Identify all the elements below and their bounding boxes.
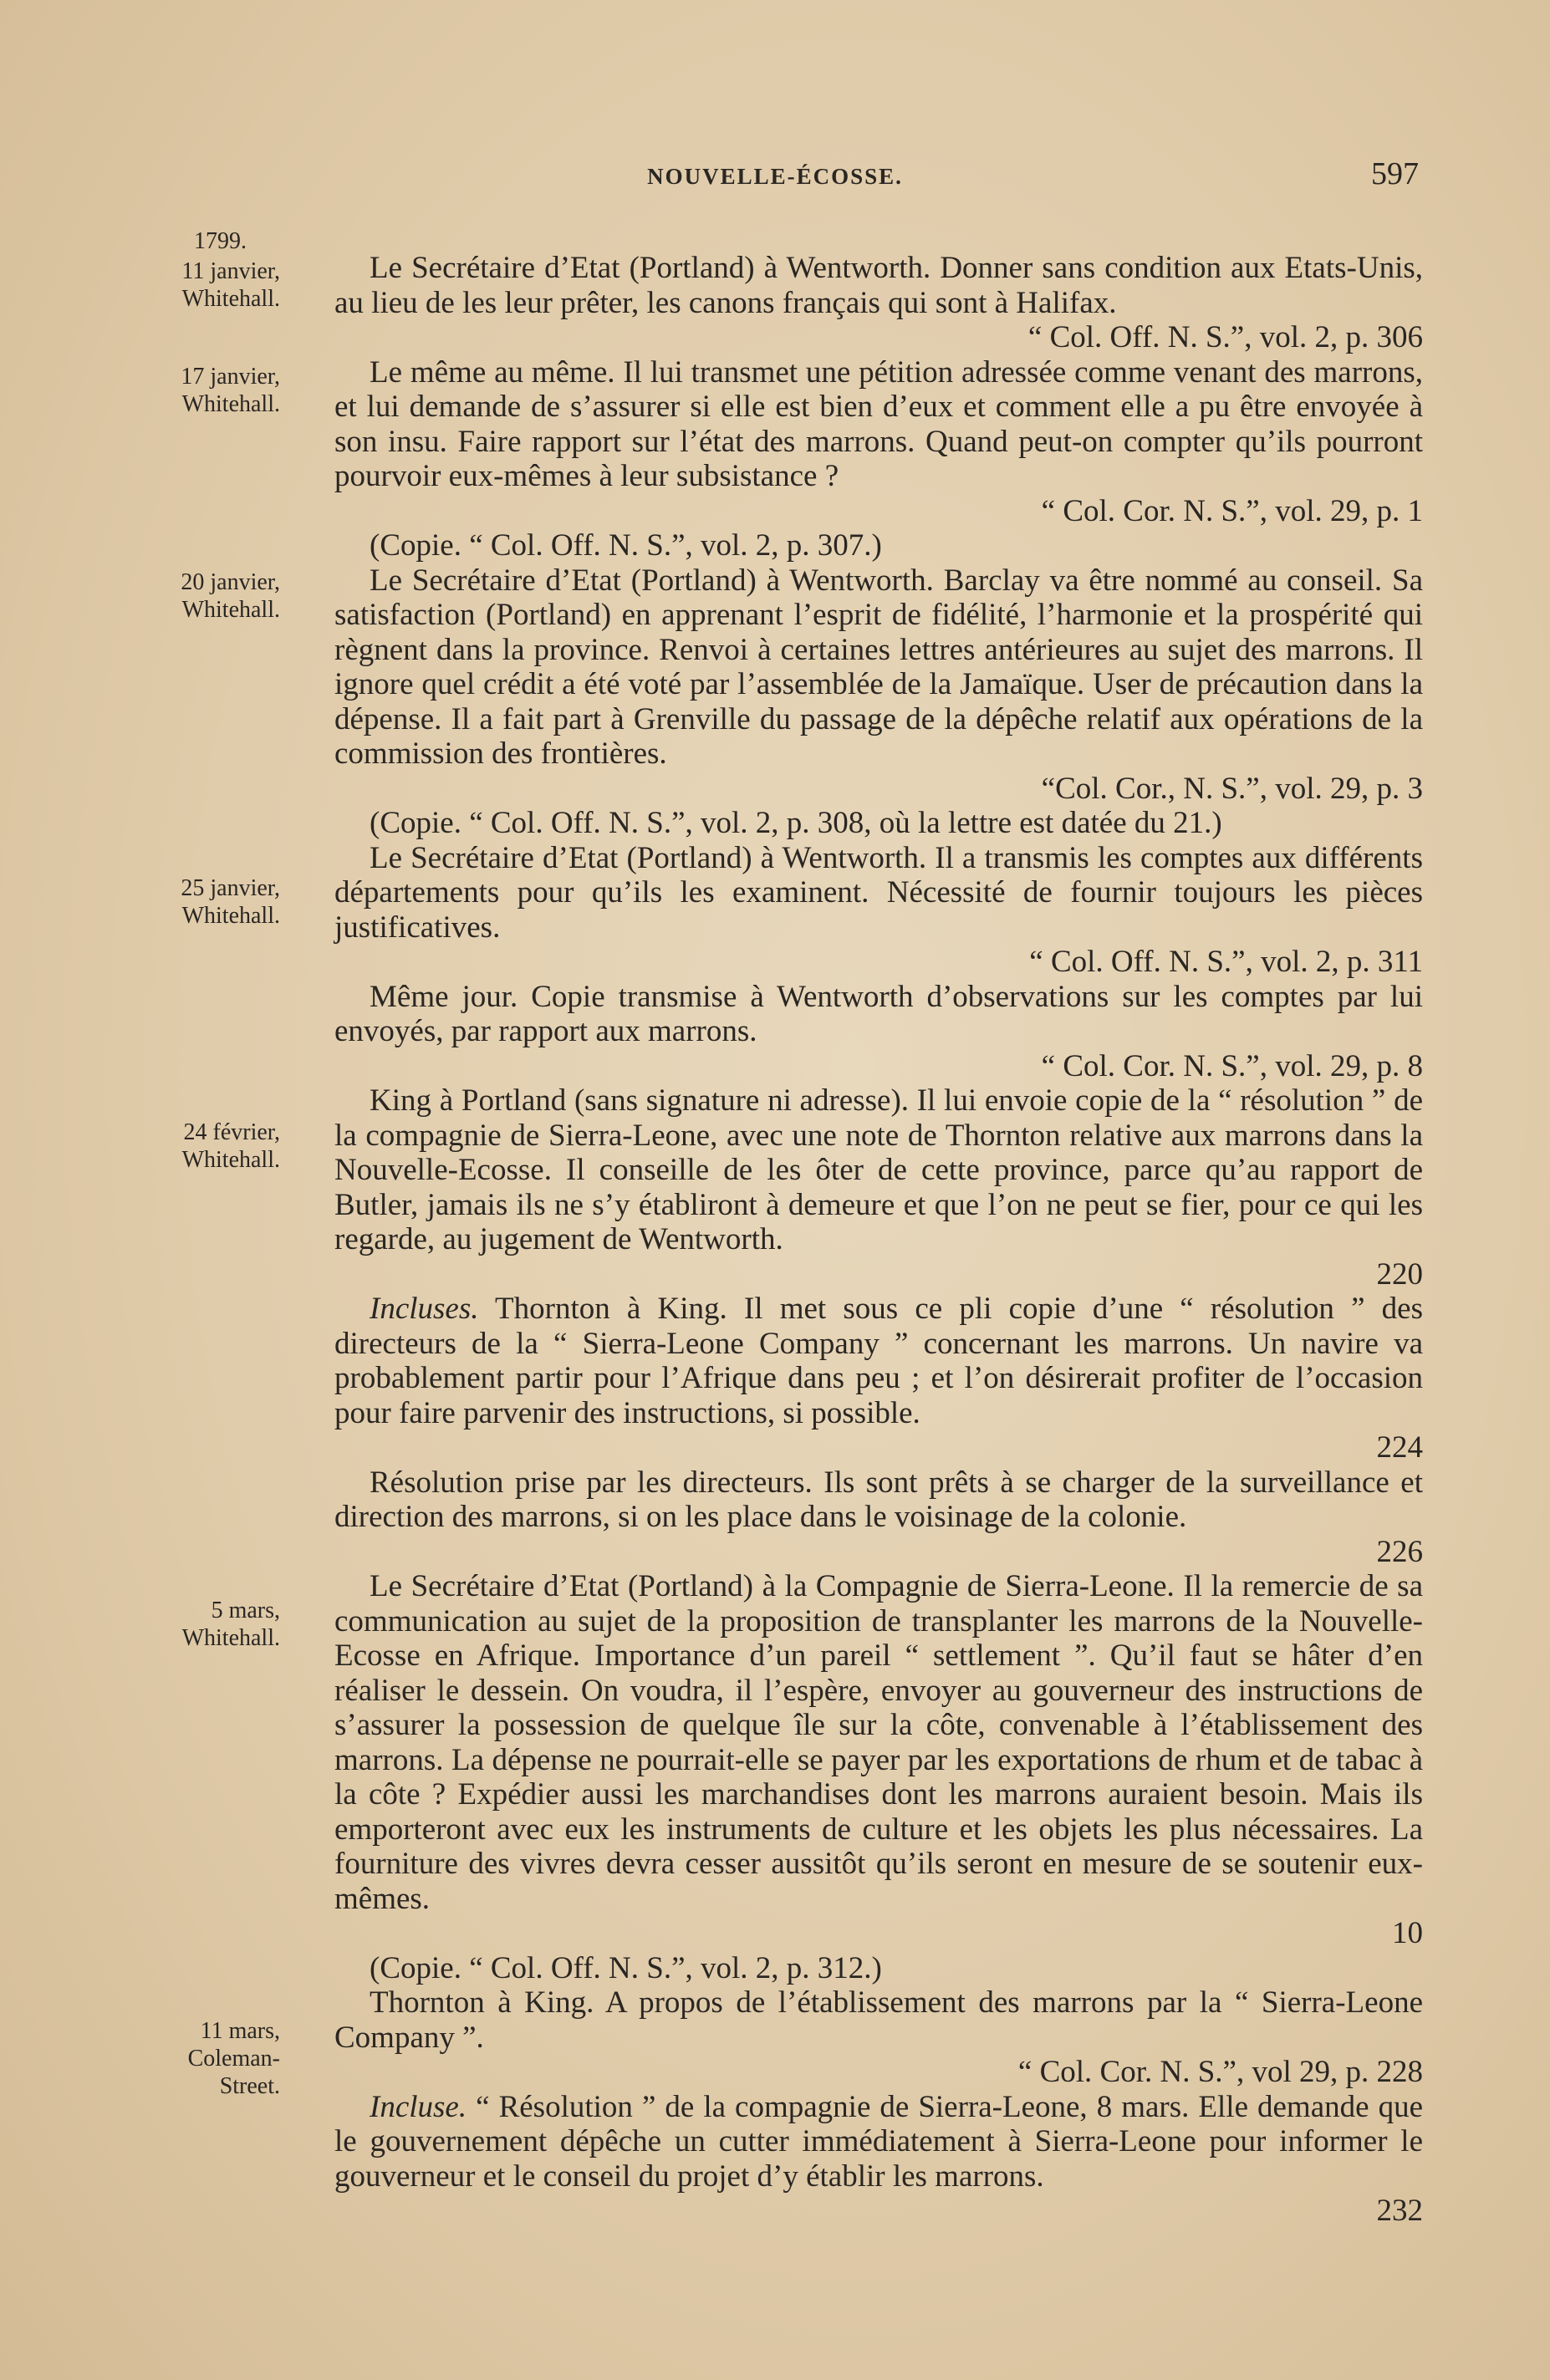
entry-text: Même jour. Copie transmise à Wentworth d’observations sur les comptes par lui envoyés, par rapport aux marrons. [334,979,1423,1048]
entry [334,355,1423,529]
entry-text: Le Secrétaire d’Etat (Portland) à Wentworth. Donner sans condition aux Etats-Unis, au lieu de les leur prêter, les canons français qui sont à Halifax. [334,251,1423,320]
enclosure-label: Incluse. [370,2089,467,2124]
copy-note [334,528,1423,563]
margin-date: 5 mars, Whitehall. [181,1598,280,1651]
year-label: 1799. [194,228,247,254]
entry-text: “ Résolution ” de la compagnie de Sierra-Leone, 8 mars. Elle demande que le gouvernement dépêche un cutter immédiatement à Sierra-Leone pour informer le gouverneur et le conseil du projet d’y établir les marrons. [334,2089,1424,2194]
entry [334,251,1423,355]
margin-date: 24 février, Whitehall. [181,1119,280,1173]
entry-text: (Copie. “ Col. Off. N. S.”, vol. 2, p. 308, où la lettre est datée du 21.) [370,806,1222,840]
entry-text: Résolution prise par les directeurs. Ils sont prêts à se charger de la surveillance et direction des marrons, si on les place dans le voisinage de la colonie. [334,1465,1423,1534]
archive-reference: “ Col. Cor. N. S.”, vol. 29, p. 8 [1041,1048,1423,1083]
archive-reference: “ Col. Off. N. S.”, vol. 2, p. 311 [1029,945,1423,979]
body-text [334,251,1423,2229]
margin-date: 25 janvier, Whitehall. [181,875,280,929]
folio-number: 10 [1392,1916,1423,1950]
entry-text: Le Secrétaire d’Etat (Portland) à Wentworth. Il a transmis les comptes aux différents départements pour qu’ils les examinent. Nécessité de fournir toujours les pièces justificatives. [334,840,1423,945]
entry-text: (Copie. “ Col. Off. N. S.”, vol. 2, p. 312.) [370,1950,882,1985]
enclosure-label: Incluses. [370,1292,479,1326]
margin-date: 11 janvier, Whitehall. [181,258,280,312]
archive-reference: “ Col. Cor. N. S.”, vol 29, p. 228 [1017,2055,1423,2089]
entry-text: (Copie. “ Col. Off. N. S.”, vol. 2, p. 307.) [370,528,882,563]
entry [334,563,1423,807]
entry-text: Thornton à King. A propos de l’établissement des marrons par la “ Sierra-Leone Company ”. [334,1985,1423,2055]
folio-number: 224 [1376,1430,1423,1465]
margin-date: 17 janvier, Whitehall. [181,364,280,417]
folio-number: 226 [1376,1534,1423,1569]
running-header: NOUVELLE-ÉCOSSE. [647,164,903,189]
folio-number: 232 [1376,2194,1423,2228]
archive-reference: “ Col. Cor. N. S.”, vol. 29, p. 1 [1041,493,1423,528]
entry [334,1292,1423,1465]
entry [334,1985,1423,2090]
entry [334,1569,1423,1951]
archive-reference: “ Col. Off. N. S.”, vol. 2, p. 306 [1027,320,1423,354]
entry [334,980,1423,1084]
copy-note [334,1951,1423,1986]
archive-reference: “Col. Cor., N. S.”, vol. 29, p. 3 [1041,771,1423,806]
entry-text: King à Portland (sans signature ni adresse). Il lui envoie copie de la “ résolution ” de la compagnie de Sierra-Leone, avec une note de Thornton relative aux marrons dans la Nouvelle-Ecosse. Il conseille de les ôter de cette province, parce qu’au rapport de Butler, jamais ils ne s’y établiront à demeure et que l’on ne peut se fier, pour ce qui les regarde, au jugement de Wentworth. [334,1083,1423,1256]
margin-date: 11 mars, Coleman- Street. [187,2018,280,2099]
entry-text: Thornton à King. Il met sous ce pli copie d’une “ résolution ” des directeurs de la “ Sierra-Leone Company ” concernant les marrons. Un navire va probablement partir pour l’Afrique dans peu ; et l’on désirerait profiter de l’occasion pour faire parvenir des instructions, si possible. [334,1292,1423,1430]
folio-number: 220 [1376,1256,1423,1292]
entry [334,841,1423,980]
entry-text: Le Secrétaire d’Etat (Portland) à la Compagnie de Sierra-Leone. Il la remercie de sa communication au sujet de la proposition de transplanter les marrons de la Nouvelle-Ecosse en Afrique. Importance d’un pareil “ settlement ”. Qu’il faut se hâter d’en réaliser le dessein. On voudra, il l’espère, envoyer au gouverneur des instructions de s’assurer la possession de quelque île sur la côte, convenable à l’établissement des marrons. La dépense ne pourrait-elle se payer par les exportations de rhum et de tabac à la côte ? Expédier aussi les marchandises dont les marrons auraient besoin. Mais ils emporteront avec eux les instruments de culture et les objets les plus nécessaires. La fourniture des vivres devra cesser aussitôt qu’ils seront en mesure de se soutenir eux-mêmes. [334,1569,1423,1916]
copy-note [334,806,1423,841]
entry [334,2090,1423,2229]
entry [334,1083,1423,1292]
page-number: 597 [1371,156,1419,191]
entry-text: Le même au même. Il lui transmet une pétition adressée comme venant des marrons, et lui demande de s’assurer si elle est bien d’eux et comment elle a pu être envoyée à son insu. Faire rapport sur l’état des marrons. Quand peut-on compter qu’ils pourront pourvoir eux-mêmes à leur subsistance ? [334,354,1423,493]
margin-date: 20 janvier, Whitehall. [181,569,280,623]
entry-text: Le Secrétaire d’Etat (Portland) à Wentworth. Barclay va être nommé au conseil. Sa satisfaction (Portland) en apprenant l’esprit de fidélité, l’harmonie et la prospérité qui règnent dans la province. Renvoi à certaines lettres antérieures au sujet des marrons. Il ignore quel crédit a été voté par l’assemblée de la Jamaïque. User de précaution dans la dépense. Il a fait part à Grenville du passage de la dépêche relatif aux opérations de la commission des frontières. [334,563,1423,771]
entry [334,1465,1423,1570]
